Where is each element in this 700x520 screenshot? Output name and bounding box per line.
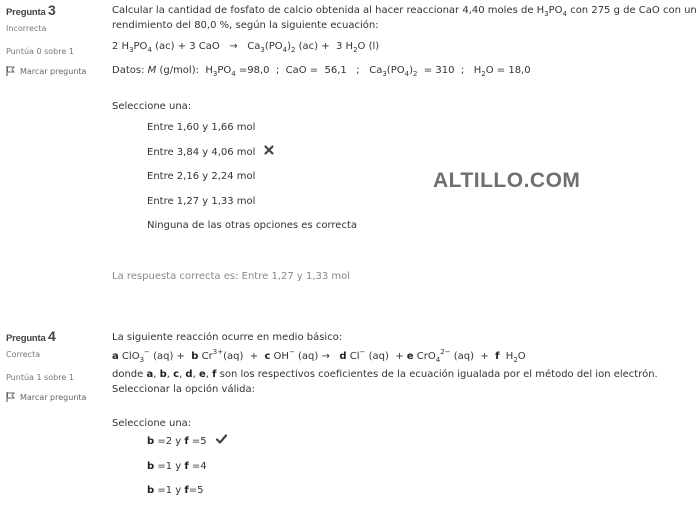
select-prompt: Seleccione una: xyxy=(112,101,192,112)
answer-options xyxy=(147,434,700,508)
answer-option[interactable] xyxy=(147,483,700,508)
question-grade: Puntúa 1 sobre 1 xyxy=(6,373,74,382)
select-prompt: Seleccione una: xyxy=(112,418,192,429)
question-instruction: Seleccionar la opción válida: xyxy=(112,384,255,395)
watermark: ALTILLO.COM xyxy=(433,169,581,192)
question-number-value: 3 xyxy=(48,2,56,18)
option-label: b =1 y f =4 xyxy=(147,460,207,472)
answer-option[interactable] xyxy=(147,120,700,145)
option-label: b =2 y f =5 xyxy=(147,436,207,447)
question-grade: Puntúa 0 sobre 1 xyxy=(6,47,74,56)
answer-options xyxy=(147,120,700,243)
option-label: Entre 1,60 y 1,66 mol xyxy=(147,122,256,133)
question-text-line2: rendimiento del 80,0 %, según la siguiente ecuación: xyxy=(112,20,379,31)
question-intro: La siguiente reacción ocurre en medio básico: xyxy=(112,332,343,343)
question-label: Pregunta xyxy=(6,7,46,18)
reaction-equation: 2 $H_3PO_4$ (ac) + 3 CaO → $Ca_3(PO_4)_2$ (ac) + 3 $H_2O$ (l) xyxy=(112,41,380,54)
answer-option[interactable] xyxy=(147,434,700,459)
question-label: Pregunta xyxy=(6,333,46,344)
flag-question-link[interactable] xyxy=(6,392,106,402)
correct-answer-feedback: La respuesta correcta es: Entre 1,27 y 1,33 mol xyxy=(112,270,351,282)
answer-option[interactable] xyxy=(147,169,700,194)
question-state: Correcta xyxy=(6,350,41,359)
option-label: Entre 3,84 y 4,06 mol xyxy=(147,146,256,158)
question-info xyxy=(6,328,106,402)
answer-option[interactable] xyxy=(147,194,700,219)
molar-mass-data: Datos: M (g/mol): $H_3PO_4 =98,0$ ; CaO = 56,1 ; $Ca_3(PO_4)_2 = 310$ ; $H_2O = 18,0$ xyxy=(112,65,531,78)
answer-option[interactable] xyxy=(147,459,700,484)
answer-option[interactable] xyxy=(147,218,700,243)
coefficients-note: donde a, b, c, d, e, f son los respectivos coeficientes de la ecuación igualada por el método del ion electrón. xyxy=(112,369,658,380)
option-label: Entre 1,27 y 1,33 mol xyxy=(147,195,256,207)
question-number xyxy=(6,2,106,18)
question-content xyxy=(112,3,700,284)
question-number-value: 4 xyxy=(48,328,56,344)
flag-label: Marcar pregunta xyxy=(20,66,87,76)
question-number xyxy=(6,328,106,344)
cross-icon xyxy=(264,145,274,160)
option-label: Ninguna de las otras opciones es correcta xyxy=(147,220,357,231)
flag-icon xyxy=(6,392,15,402)
flag-question-link[interactable] xyxy=(6,66,106,76)
flag-icon xyxy=(6,66,15,76)
option-label: b =1 y f=5 xyxy=(147,485,204,496)
question-text-line1: Calcular la cantidad de fosfato de calcio obtenida al hacer reaccionar 4,40 moles de $H_3PO_4$ con 275 g de CaO con un xyxy=(112,5,697,18)
flag-label: Marcar pregunta xyxy=(20,392,87,402)
answer-option[interactable] xyxy=(147,145,700,170)
question-info xyxy=(6,2,106,76)
question-content xyxy=(112,330,700,508)
question-state: Incorrecta xyxy=(6,24,47,33)
option-label: Entre 2,16 y 2,24 mol xyxy=(147,171,256,182)
check-icon xyxy=(216,434,227,449)
reaction-equation: a ClO$_3$− (aq) + b $Cr^{3+}(aq) + c$ OH− (aq) → d Cl− (aq) + e CrO$_4^{2-}$ (aq) + f $H_2O$ xyxy=(112,347,526,364)
